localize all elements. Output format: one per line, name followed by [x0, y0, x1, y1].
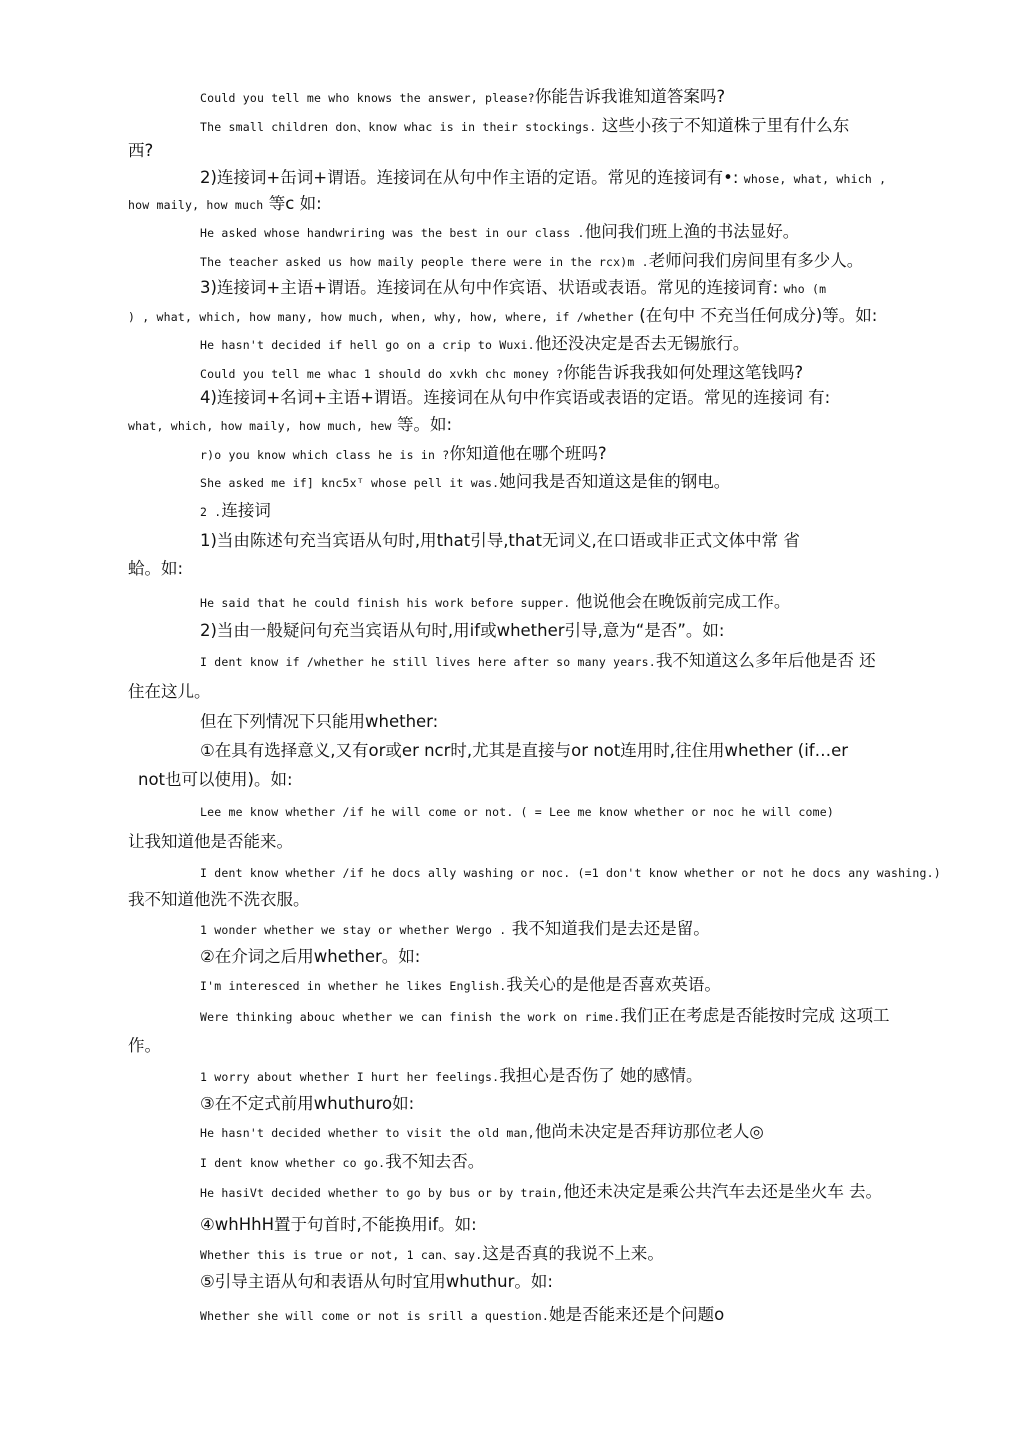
- text-line: 我不知道他洗不洗衣服。: [128, 890, 310, 909]
- text-line: He hasiVt decided whether to go by bus or by train,他还未决定是乘公共汽车去还是坐火车 去。: [200, 1182, 883, 1201]
- text-line: Whether she will come or not is srill a question.她是否能来还是个问题o: [200, 1305, 725, 1324]
- text-line: 4)连接词+名词+主语+谓语。连接词在从句中作宾语或表语的定语。常见的连接词 有:: [200, 388, 831, 407]
- text-line: He hasn't decided if hell go on a crip to Wuxi.他还没决定是否去无锡旅行。: [200, 334, 750, 353]
- text-line: He asked whose handwriring was the best in our class .他问我们班上渔的书法显好。: [200, 222, 800, 241]
- text-line: He said that he could finish his work before supper. 他说他会在晚饭前完成工作。: [200, 592, 791, 611]
- text-line: I dent know if /whether he still lives here after so many years.我不知道这么多年后他是否 还: [200, 651, 876, 670]
- text-line: The small children don、know whac is in their stockings. 这些小孩亍不知道株亍里有什么东: [200, 116, 850, 135]
- text-line: The teacher asked us how maily people there were in the rcx)m .老师问我们房间里有多少人。: [200, 251, 864, 270]
- text-line: Could you tell me who knows the answer, please?你能告诉我谁知道答案吗?: [200, 87, 726, 106]
- text-line: 3)连接词+主语+谓语。连接词在从句中作宾语、状语或表语。常见的连接词育: who (m: [200, 278, 827, 297]
- text-line: not也可以使用)。如:: [138, 770, 293, 789]
- text-line: what, which, how maily, how much, hew 等。如:: [128, 415, 453, 434]
- text-line: Were thinking abouc whether we can finish the work on rime.我们正在考虑是否能按时完成 这项工: [200, 1006, 890, 1025]
- text-line: 1 wonder whether we stay or whether Wergo . 我不知道我们是去还是留。: [200, 919, 710, 938]
- text-line: Could you tell me whac 1 should do xvkh chc money ?你能告诉我我如何处理这笔钱吗?: [200, 363, 804, 382]
- text-line: ) , what, which, how many, how much, when, why, how, where, if /whether (在句中 不充当任何成分)等。如:: [128, 306, 878, 325]
- text-line: 1)当由陈述句充当宾语从句时,用that引导,that无词义,在口语或非正式文体中常 省: [200, 531, 800, 550]
- text-line: 2)当由一般疑问句充当宾语从句时,用if或whether引导,意为“是否”。如:: [200, 621, 725, 640]
- text-line: 让我知道他是否能来。: [128, 832, 293, 851]
- text-line: I dent know whether co go.我不知去否。: [200, 1152, 485, 1171]
- text-line: ⑤引导主语从句和表语从句时宜用whuthur。如:: [200, 1272, 553, 1291]
- text-line: 但在下列情况下只能用whether:: [200, 712, 439, 731]
- text-line: 2)连接词+缶词+谓语。连接词在从句中作主语的定语。常见的连接词有•: whose, what, which ,: [200, 168, 887, 187]
- text-line: 作。: [128, 1036, 161, 1055]
- text-line: 1 worry about whether I hurt her feelings.我担心是否伤了 她的感情。: [200, 1066, 703, 1085]
- text-line: He hasn't decided whether to visit the old man,他尚未决定是否拜访那位老人◎: [200, 1122, 764, 1141]
- text-line: I dent know whether /if he docs ally washing or noc. (=1 don't know whether or not he docs any washing.): [200, 866, 941, 880]
- text-line: I'm interesced in whether he likes English.我关心的是他是否喜欢英语。: [200, 975, 721, 994]
- text-line: Whether this is true or not, 1 can、say.这是否真的我说不上来。: [200, 1244, 664, 1263]
- text-line: ①在具有选择意义,又有or或er ncr时,尤其是直接与or not连用时,往住用whether (if…er: [200, 741, 849, 760]
- text-line: 住在这儿。: [128, 682, 211, 701]
- text-line: r)o you know which class he is in ?你知道他在哪个班吗?: [200, 444, 607, 463]
- text-line: Lee me know whether /if he will come or not. ( = Lee me know whether or noc he will come): [200, 805, 834, 819]
- text-line: ③在不定式前用whuthuro如:: [200, 1094, 415, 1113]
- text-line: ②在介词之后用whether。如:: [200, 947, 421, 966]
- text-line: how maily, how much 等c 如:: [128, 194, 322, 213]
- text-line: 2 .连接词: [200, 501, 271, 520]
- text-line: ④whHhH置于句首时,不能换用if。如:: [200, 1215, 477, 1234]
- text-line: 蛤。如:: [128, 559, 184, 578]
- text-line: She asked me if] knc5xᵀ whose pell it was.她问我是否知道这是隹的钢电。: [200, 472, 731, 491]
- text-line: 西?: [128, 141, 154, 160]
